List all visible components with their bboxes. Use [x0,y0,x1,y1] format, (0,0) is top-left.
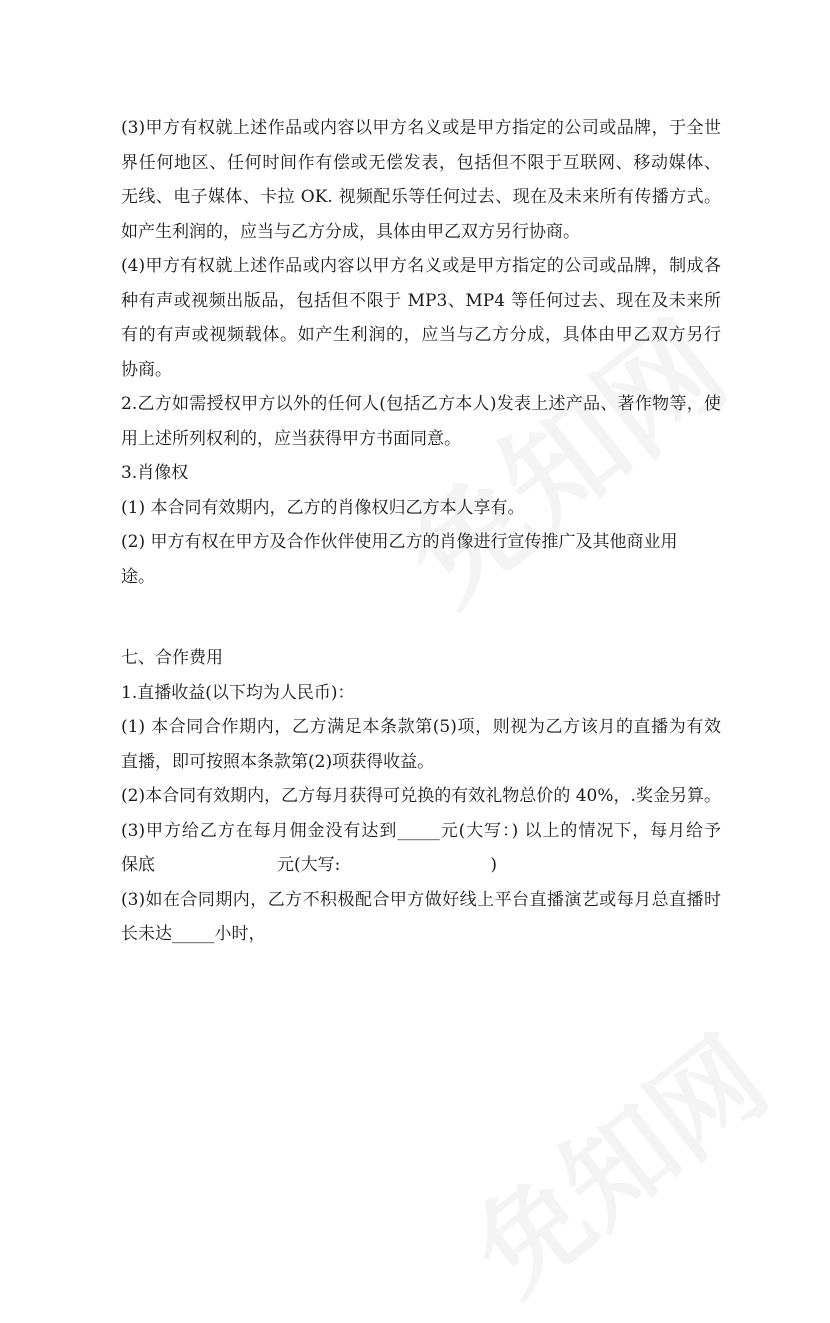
text-line: 无线、电子媒体、卡拉 OK. 视频配乐等任何过去、现在及未来所有传播方式。 [121,187,721,207]
baodi-close: ) [490,855,498,875]
text-line: (4)甲方有权就上述作品或内容以甲方名义或是甲方指定的公司或品牌，制成各 [121,256,721,276]
text-line: (3)甲方有权就上述作品或内容以甲方名义或是甲方指定的公司或品牌，于全世 [121,118,721,138]
text-line: (1) 本合同合作期内，乙方满足本条款第(5)项，则视为乙方该月的直播为有效 [121,717,721,737]
text-line: (3)如在合同期内，乙方不积极配合甲方做好线上平台直播演艺或每月总直播时 [121,889,721,910]
text-line: 直播，即可按照本条款第(2)项获得收益。 [121,751,435,772]
text-line: 有的有声或视频载体。如产生利润的，应当与乙方分成，具体由甲乙双方另行 [121,325,721,345]
text-line: (1) 本合同有效期内，乙方的肖像权归乙方本人享有。 [121,497,525,518]
section-gap [121,594,721,641]
text-line: 如产生利润的，应当与乙方分成，具体由甲乙双方另行协商。 [121,221,580,242]
text-line: 1.直播收益(以下均为人民币)： [121,682,355,703]
section-title: 七、合作费用 [121,648,223,668]
document-body [121,111,721,952]
text-line: (2) 甲方有权在甲方及合作伙伴使用乙方的肖像进行宣传推广及其他商业用 [121,532,678,552]
watermark [436,995,793,1323]
text-line-baodi [121,848,721,883]
text-line: (2)本合同有效期内，乙方每月获得可兑换的有效礼物总价的 40%，.奖金另算。 [121,786,721,806]
text-line: 界任何地区、任何时间作有偿或无偿发表，包括但不限于互联网、移动媒体、 [121,152,721,173]
text-line: 2.乙方如需授权甲方以外的任何人(包括乙方本人)发表上述产品、著作物等，使 [121,394,721,414]
text-line: (3)甲方给乙方在每月佣金没有达到_____元(大写：) 以上的情况下，每月给予 [121,820,721,841]
baodi-label: 保底 [121,855,155,875]
text-line: 途。 [121,566,155,587]
text-line: 3.肖像权 [121,463,189,483]
baodi-amount-label: 元(大写: [277,855,341,875]
text-line: 种有声或视频出版品，包括但不限于 MP3、MP4 等任何过去、现在及未来所 [121,290,721,311]
text-line: 协商。 [121,359,172,380]
text-line: 长未达_____小时， [121,924,266,944]
text-line: 用上述所列权利的，应当获得甲方书面同意。 [121,428,461,449]
